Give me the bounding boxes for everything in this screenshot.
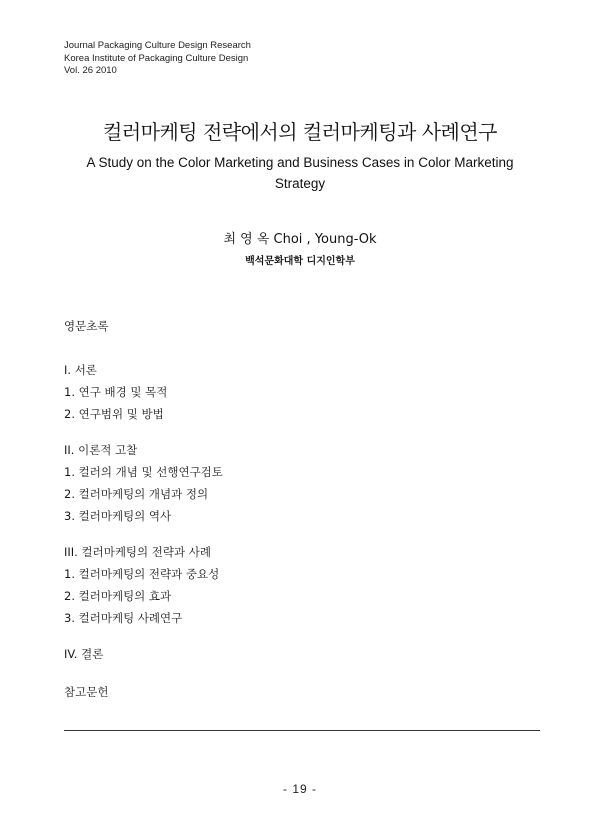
- journal-publisher: Korea Institute of Packaging Culture Design: [64, 52, 249, 64]
- toc-item: 2. 컬러마케팅의 개념과 정의: [64, 487, 209, 501]
- toc-item: 1. 연구 배경 및 목적: [64, 385, 168, 399]
- journal-name: Journal Packaging Culture Design Research: [64, 40, 251, 51]
- title-english-line-2: Strategy: [274, 176, 326, 191]
- toc-item: 2. 연구범위 및 방법: [64, 407, 164, 421]
- toc-item: 1. 컬러마케팅의 전략과 중요성: [64, 567, 220, 581]
- journal-volume: Vol. 26 2010: [64, 65, 117, 76]
- journal-header: [64, 40, 251, 78]
- toc-section-1: Ⅰ. 서론: [64, 363, 97, 377]
- toc-abstract: 영문초록: [64, 319, 109, 333]
- page-number: - 19 -: [282, 782, 317, 796]
- title-english: [40, 152, 560, 194]
- toc-item: 2. 컬러마케팅의 효과: [64, 589, 172, 603]
- toc-item: 3. 컬러마케팅의 역사: [64, 509, 172, 523]
- toc-section-3: III. 컬러마케팅의 전략과 사례: [64, 545, 211, 559]
- toc-section-4: IV. 결론: [64, 647, 104, 661]
- affiliation: 백석문화대학 디지인학부: [245, 256, 355, 267]
- author: 최 영 옥 Choi , Young-Ok: [223, 232, 377, 247]
- toc-references: 참고문헌: [64, 685, 109, 699]
- footnote-divider: [64, 730, 540, 731]
- toc-section-2: II. 이론적 고찰: [64, 443, 138, 457]
- toc-item: 3. 컬러마케팅 사례연구: [64, 611, 183, 625]
- toc-item: 1. 컬러의 개념 및 선행연구검토: [64, 465, 223, 479]
- title-korean: 컬러마케팅 전략에서의 컬러마케팅과 사례연구: [103, 120, 497, 144]
- title-english-line-1: A Study on the Color Marketing and Business Cases in Color Marketing: [86, 155, 514, 170]
